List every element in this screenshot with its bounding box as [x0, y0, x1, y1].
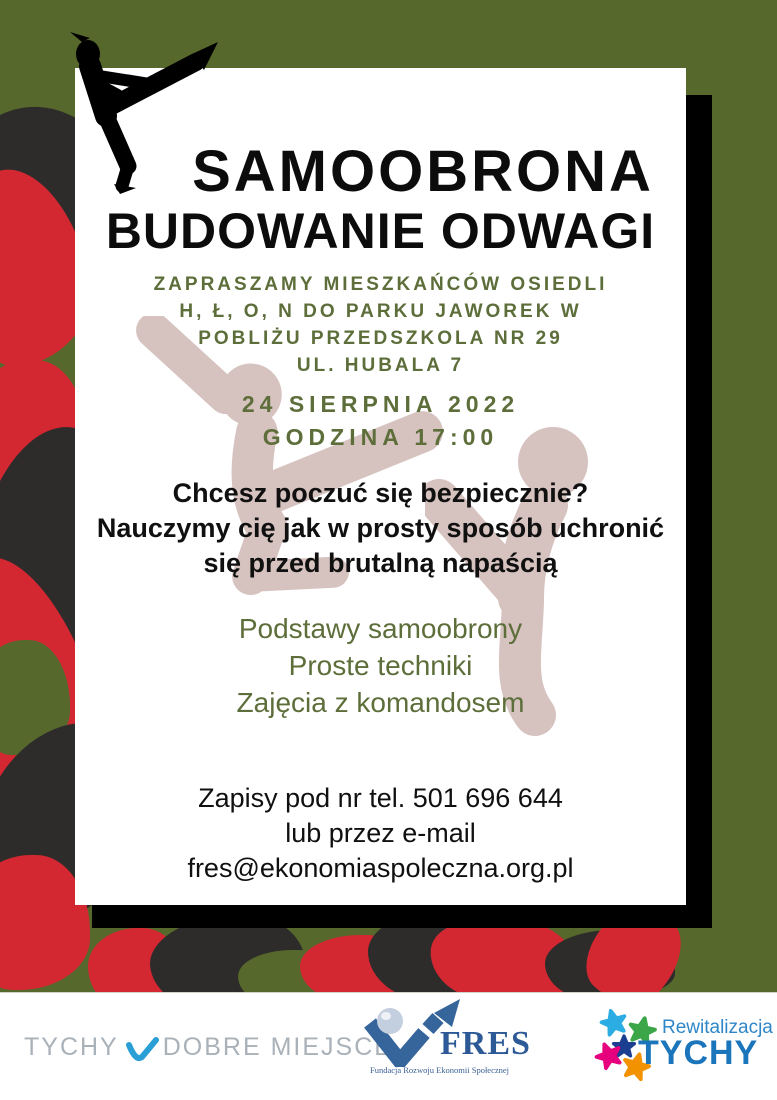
invite-line: UL. HUBALA 7 [296, 355, 465, 376]
contact-phone-line: Zapisy pod nr tel. 501 696 644 [198, 783, 563, 813]
contact-block [75, 781, 686, 886]
poster-title: SAMOOBRONA [192, 139, 654, 204]
rewitalizacja-logo-text: Rewitalizacja [662, 1017, 773, 1038]
fres-logo-text: FRES [440, 1025, 531, 1062]
tychy-logo-text: TYCHY [24, 1032, 119, 1061]
pitch-block [75, 476, 686, 581]
event-date: 24 SIERPNIA 2022 [241, 391, 520, 417]
invite-line: POBLIŻU PRZEDSZKOLA NR 29 [198, 328, 563, 349]
feature-item: Proste techniki [288, 650, 473, 681]
rewitalizacja-tychy-logo [592, 1001, 774, 1096]
invite-line: ZAPRASZAMY MIESZKAŃCÓW OSIEDLI [153, 274, 608, 295]
dobre-miejsce-logo-text: DOBRE MIEJSCE [162, 1032, 393, 1061]
footer [0, 992, 777, 1100]
fres-logo [352, 999, 531, 1094]
pitch-line: Chcesz poczuć się bezpiecznie? [172, 478, 589, 508]
contact-email-intro: lub przez e-mail [285, 818, 476, 848]
poster-subtitle: BUDOWANIE ODWAGI [105, 203, 656, 259]
contact-email: fres@ekonomiaspoleczna.org.pl [187, 853, 574, 883]
feature-item: Zajęcia z komandosem [236, 687, 525, 718]
kick-silhouette-icon [46, 30, 224, 202]
pitch-line: się przed brutalną napaścią [203, 548, 558, 578]
features-block [75, 610, 686, 721]
tychy-check-icon [125, 1037, 159, 1063]
schedule-block [75, 388, 686, 454]
tychy-dobre-miejsce-logo [24, 1031, 393, 1063]
fres-logo-caption: Fundacja Rozwoju Ekonomii Społecznej [369, 1065, 510, 1075]
rewitalizacja-tychy-text: TYCHY [638, 1034, 759, 1072]
event-time: GODZINA 17:00 [262, 424, 499, 450]
pitch-line: Nauczymy cię jak w prosty sposób uchronić [96, 513, 665, 543]
invite-block [75, 271, 686, 379]
feature-item: Podstawy samoobrony [238, 613, 523, 644]
invite-line: H, Ł, O, N DO PARKU JAWOREK W [179, 301, 582, 322]
